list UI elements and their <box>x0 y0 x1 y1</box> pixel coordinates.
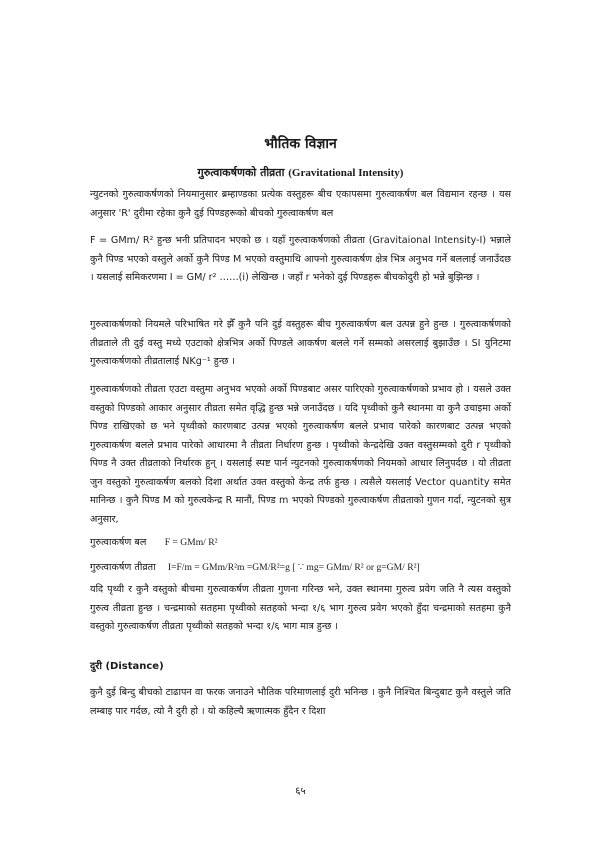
equation-intensity <box>90 559 520 577</box>
equation-force <box>90 534 520 552</box>
paragraph-6: कुनै दुई बिन्दु बीचको टाढापन वा फरक जनाउने भौतिक परिमाणलाई दुरी भनिन्छ । कुनै निश्चित बिन्दुबाट कुनै वस्तुले जति लम्बाइ पार गर्दछ, त्यो नै दुरी हो । यो कहिल्यै ऋणात्मक हुँदैन र दिशा <box>90 687 511 717</box>
section-heading-distance: दुरी (Distance) <box>90 661 164 672</box>
paragraph-2: F = GMm/ R² हुन्छ भनी प्रतिपादन भएको छ । यहाँ गुरुत्वाकर्षणको तीव्रता (Gravitaional Intensity-I) भन्नाले कुनै पिण्ड भएको वस्तुले अर्को कुनै पिण्ड M भएको वस्तुमाथि आफ्नो गुरुत्वाकर्षण क्षेत्र भित्र अनुभव गर्ने बललाई जनाउँदछ । यसलाई समिकरणमा I = GM/ r² ……(i) लेखिन्छ । जहाँ r भनेको दुई पिण्डहरू बीचकोदुरी हो भन्ने बुझिन्छ । <box>90 235 511 283</box>
section-title-english: (Gravitational Intensity) <box>288 167 404 179</box>
equation-force-label: गुरुत्वाकर्षण बल <box>90 537 147 548</box>
equation-intensity-formula: I=F/m = GMm/R²m =GM/R²=g [ ∵ mg= GMm/ R² or g=GM/ R²] <box>167 562 420 573</box>
paragraph-4: गुरुत्वाकर्षणको तीव्रता एउटा वस्तुमा अनुभव भएको अर्को पिण्डबाट असर पारिएको गुरुत्वाकर्षणको प्रभाव हो । यसले उक्त वस्तुको पिण्डको आकार अनुसार तीव्रता समेत वृद्धि हुन्छ भन्ने जनाउँदछ । यदि पृथ्वीको कुनै स्थानमा वा कुनै उचाइमा अर्को पिण्ड राखिएको छ भने पृथ्वीको कारणबाट उत्पन्न भएको गुरुत्वाकर्षण बलले प्रभाव पारेको कारणबाट उत्पन्न भएको गुरुत्वाकर्षण बलले प्रभाव पारेको आधारमा नै तीव्रता निर्धारण हुन्छ । पृथ्वीको केन्द्रदेखि उक्त वस्तुसम्मको दुरी r पृथ्वीको पिण्ड नै उक्त तीव्रताको निर्धारक हुन् । यसलाई स्पष्ट पार्न न्युटनको गुरुत्वाकर्षणको नियमको आधार लिनुपर्दछ । यो तीव्रता जुन वस्तुको गुरुत्वाकर्षण बलको दिशा अर्थात उक्त वस्तुको केन्द्र तर्फ हुन्छ । त्यसैले यसलाई Vector quantity समेत मानिन्छ । कुनै पिण्ड M को गुरुत्वकेन्द्र R मानौं, पिण्ड m भएको पिण्डको गुरुत्वाकर्षण तीव्रताको गुणन गर्दा, न्युटनको सुत्र अनुसार, <box>90 384 511 525</box>
section-title <box>0 165 601 180</box>
page-number: ६५ <box>295 786 306 797</box>
page-title: भौतिक विज्ञान <box>264 136 337 152</box>
paragraph-3: गुरुत्वाकर्षणको नियमले परिभाषित गरे झैँ कुनै पनि दुई वस्तुहरू बीच गुरुत्वाकर्षण बल उत्पन्न हुने हुन्छ । गुरुत्वाकर्षणको तीव्रताले ती दुई वस्तु मध्ये एउटाको क्षेत्रभित्र अर्को पिण्डले आकर्षण बलले गर्ने सम्मको असरलाई बुझाउँछ । SI युनिटमा गुरुत्वाकर्षणको तीव्रतालाई NKg⁻¹ हुन्छ । <box>90 319 511 367</box>
paragraph-5: यदि पृथ्वी र कुनै वस्तुको बीचमा गुरुत्वाकर्षण तीव्रता गुणना गरिन्छ भने, उक्त स्थानमा गुरुत्व प्रवेग जति नै त्यस वस्तुको गुरुत्व तीव्रता हुन्छ । चन्द्रमाको सतहमा पृथ्वीको सतहको भन्दा १/६ भाग गुरुत्व प्रवेग भएको हुँदा चन्द्रमाको सतहमा कुनै वस्तुको गुरुत्वाकर्षण तीव्रता पृथ्वीको सतहको भन्दा १/६ भाग मात्र हुन्छ । <box>90 584 511 632</box>
section-title-nepali: गुरुत्वाकर्षणको तीव्रता <box>197 166 285 179</box>
equation-force-formula: F = GMm/ R² <box>164 537 218 548</box>
paragraph-1: न्युटनको गुरुत्वाकर्षणको नियमानुसार ब्रम्हाण्डका प्रत्येक वस्तुहरू बीच एकापसमा गुरुत्वाकर्षण बल विद्यमान रहन्छ । यस अनुसार 'R' दुरीमा रहेका कुनै दुई पिण्डहरूको बीचको गुरुत्वाकर्षण बल <box>90 189 511 219</box>
equation-intensity-label: गुरुत्वाकर्षण तीव्रता <box>90 562 156 573</box>
